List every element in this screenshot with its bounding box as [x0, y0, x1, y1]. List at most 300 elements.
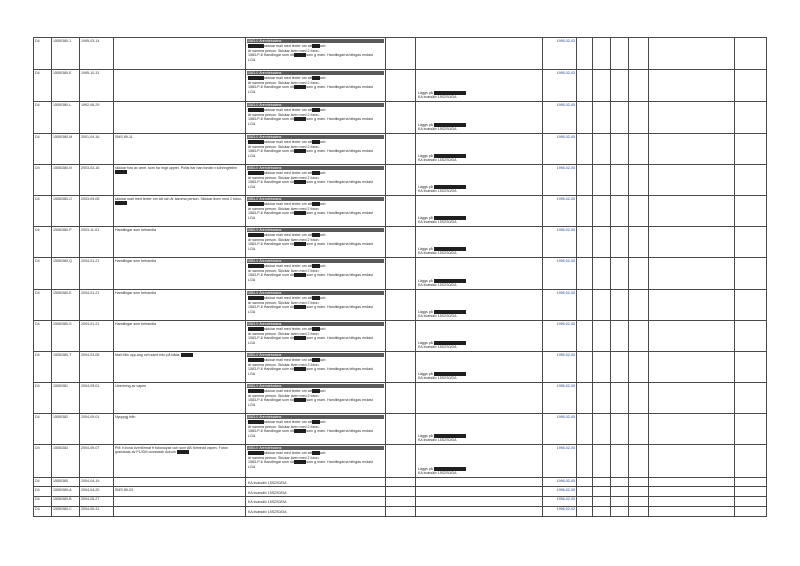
cell-notes: [246, 506, 386, 516]
cell-empty: [611, 506, 629, 516]
notes-text: skickar mail med texter om att: [264, 389, 312, 394]
cell-empty: [649, 383, 735, 414]
notes-text: 1583-P-6 Handlingar som rör: [248, 429, 295, 434]
cell-notes: [246, 496, 386, 506]
cell-text: D4: [35, 258, 40, 263]
notes-header-text: 1583-0 Ärendebalans: [247, 290, 282, 295]
cell-reference: [416, 102, 543, 134]
notes-header: [247, 39, 384, 44]
cell-text: D4: [35, 507, 40, 512]
cell-description: [114, 102, 246, 134]
notes-text: är samma person. Skickar även med 2 foton.: [248, 175, 320, 180]
notes-text: skickar mail med texter om att: [264, 108, 312, 113]
cell-c1: [34, 383, 52, 414]
notes-line: [247, 90, 384, 95]
notes-text: och: [319, 420, 326, 425]
reference-line: [417, 376, 541, 381]
redaction-bar: [434, 185, 466, 189]
table-row: [34, 102, 767, 134]
cell-c1: [34, 134, 52, 165]
redaction-bar: [177, 450, 189, 454]
cell-description: [114, 258, 246, 290]
cell-empty: [735, 70, 767, 102]
redaction-bar: [434, 434, 466, 438]
cell-c3: [80, 227, 114, 258]
notes-text: KA kvarsälv 15S2S0/DA: [248, 510, 287, 515]
redaction-bar: [294, 180, 306, 184]
cell-empty: [386, 196, 416, 227]
cell-empty: [611, 487, 629, 497]
notes-header-text: 1583-0 Ärendebalans: [247, 321, 282, 326]
notes-header: [247, 103, 384, 108]
cell-empty: [649, 478, 735, 487]
cell-empty: [735, 102, 767, 134]
cell-empty: [649, 258, 735, 290]
date-text: 1995-02-05: [556, 227, 575, 232]
notes-text: skickar mail med texter om att: [264, 233, 312, 238]
cell-text: 1555/380-A: [53, 487, 72, 492]
cell-notes: [246, 196, 386, 227]
redaction-bar: [312, 171, 320, 175]
cell-description: [114, 445, 246, 478]
notes-header: [247, 228, 384, 233]
cell-date: [543, 70, 577, 102]
description-text: Handlingar som behandla: [115, 321, 156, 326]
cell-c3: [80, 70, 114, 102]
cell-date: [543, 496, 577, 506]
cell-empty: [629, 478, 649, 487]
cell-empty: [577, 496, 593, 506]
cell-empty: [629, 196, 649, 227]
cell-c3: [80, 134, 114, 165]
redaction-bar: [312, 389, 320, 393]
notes-text: och: [319, 296, 326, 301]
cell-description: [114, 496, 246, 506]
cell-reference: [416, 321, 543, 352]
cell-description: [114, 383, 246, 414]
cell-empty: [649, 165, 735, 196]
cell-c1: [34, 290, 52, 321]
redaction-bar: [248, 44, 264, 48]
cell-empty: [577, 196, 593, 227]
cell-description: [114, 487, 246, 497]
cell-text: D4: [35, 70, 40, 75]
notes-text: och: [319, 44, 326, 49]
redaction-bar: [312, 44, 320, 48]
cell-empty: [629, 383, 649, 414]
cell-empty: [629, 227, 649, 258]
cell-empty: [649, 134, 735, 165]
cell-empty: [386, 70, 416, 102]
redaction-bar: [434, 247, 466, 251]
cell-empty: [593, 70, 611, 102]
notes-header: [247, 446, 384, 451]
cell-empty: [629, 496, 649, 506]
cell-c2: [52, 506, 80, 516]
notes-text: är samma person. Skickar även med 2 foton.: [248, 393, 320, 398]
cell-empty: [577, 227, 593, 258]
cell-empty: [577, 290, 593, 321]
notes-text: 1583-P-6 Handlingar som rör: [248, 117, 295, 122]
notes-line: [247, 149, 384, 154]
reference-line: [417, 471, 541, 476]
date-text: 1995-02-05: [556, 134, 575, 139]
cell-empty: [611, 38, 629, 70]
cell-empty: [629, 70, 649, 102]
cell-empty: [386, 321, 416, 352]
notes-text: som g mam. Handlingarna bifogas endast: [306, 460, 373, 465]
cell-c2: [52, 321, 80, 352]
redaction-bar: [115, 170, 127, 174]
date-text: 1995-02-05: [556, 165, 575, 170]
redaction-bar: [115, 201, 127, 205]
cell-text: 1555/380-E: [53, 290, 72, 295]
notes-line: [247, 367, 384, 372]
redaction-bar: [248, 233, 264, 237]
cell-date: [543, 38, 577, 70]
cell-notes: [246, 258, 386, 290]
table-row: [34, 321, 767, 352]
reference-text: Läggs på: [418, 215, 433, 220]
cell-c1: [34, 478, 52, 487]
redaction-bar: [312, 264, 320, 268]
notes-text: och: [319, 202, 326, 207]
notes-line: [247, 481, 384, 486]
cell-notes: [246, 352, 386, 383]
cell-empty: [611, 496, 629, 506]
cell-c2: [52, 165, 80, 196]
cell-empty: [629, 414, 649, 445]
cell-c3: [80, 383, 114, 414]
reference-line: [417, 345, 541, 350]
cell-description: [114, 227, 246, 258]
cell-reference: [416, 38, 543, 70]
redaction-bar: [434, 91, 466, 95]
cell-notes: [246, 414, 386, 445]
reference-line: [417, 283, 541, 288]
cell-notes: [246, 134, 386, 165]
notes-header: [247, 259, 384, 264]
reference-text: Läggs på: [418, 371, 433, 376]
cell-c3: [80, 487, 114, 497]
cell-empty: [386, 506, 416, 516]
cell-empty: [593, 496, 611, 506]
table-row: [34, 383, 767, 414]
notes-text: skickar mail med texter om att: [264, 171, 312, 176]
notes-line: [247, 465, 384, 470]
cell-text: 2004-03-05: [81, 352, 100, 357]
cell-empty: [629, 290, 649, 321]
cell-text: 1555/380-O: [53, 196, 72, 201]
cell-text: D4: [35, 165, 40, 170]
cell-empty: [611, 414, 629, 445]
cell-empty: [577, 258, 593, 290]
date-text: 1995-02-05: [556, 196, 575, 201]
notes-header-text: 1583-0 Ärendebalans: [247, 38, 282, 43]
notes-header-text: 1583-0 Ärendebalans: [247, 445, 282, 450]
table-row: [34, 70, 767, 102]
notes-header: [247, 197, 384, 202]
cell-reference: [416, 496, 543, 506]
reference-line: [417, 127, 541, 132]
notes-header: [247, 135, 384, 140]
notes-text: som g mam. Handlingarna bifogas endast: [306, 429, 373, 434]
cell-empty: [735, 383, 767, 414]
cell-c2: [52, 70, 80, 102]
description-text: Mail från upp.ang och samt foto på båda.: [115, 352, 181, 357]
cell-text: 1555/381: [53, 383, 68, 388]
redaction-bar: [312, 202, 320, 206]
redaction-bar: [294, 429, 306, 433]
date-text: 1995-02-03: [556, 70, 575, 75]
notes-text: och: [319, 327, 326, 332]
cell-empty: [577, 321, 593, 352]
cell-c1: [34, 196, 52, 227]
cell-c2: [52, 414, 80, 445]
notes-text: skickar mail med texter om att: [264, 202, 312, 207]
cell-empty: [735, 321, 767, 352]
cell-c3: [80, 506, 114, 516]
notes-text: skickar mail med texter om att: [264, 420, 312, 425]
cell-empty: [577, 383, 593, 414]
cell-c2: [52, 196, 80, 227]
cell-date: [543, 290, 577, 321]
notes-line: [247, 305, 384, 310]
cell-empty: [735, 487, 767, 497]
cell-notes: [246, 445, 386, 478]
cell-text: 2003-09-05: [81, 196, 100, 201]
notes-line: [247, 510, 384, 515]
description-text: Handlingar som behandla: [115, 258, 156, 263]
notes-text: LGA: [248, 246, 256, 251]
cell-c2: [52, 102, 80, 134]
cell-empty: [735, 496, 767, 506]
notes-text: skickar mail med texter om att: [264, 140, 312, 145]
cell-empty: [593, 165, 611, 196]
cell-notes: [246, 165, 386, 196]
cell-c3: [80, 496, 114, 506]
date-text: 1995-02-05: [556, 290, 575, 295]
notes-line: [247, 247, 384, 252]
date-text: 1995-02-05: [556, 383, 575, 388]
reference-text: KA kvarsälv 15S2S0/DA: [418, 189, 457, 194]
cell-c2: [52, 352, 80, 383]
cell-text: 1555/380-S: [53, 321, 72, 326]
cell-c2: [52, 383, 80, 414]
notes-text: LGA: [248, 153, 256, 158]
cell-date: [543, 258, 577, 290]
cell-empty: [611, 165, 629, 196]
cell-notes: [246, 478, 386, 487]
description-text: Utredning av vapen: [115, 383, 147, 388]
notes-line: [247, 403, 384, 408]
reference-line: [417, 220, 541, 225]
cell-empty: [735, 258, 767, 290]
cell-text: 1555/380: [53, 478, 68, 483]
cell-empty: [593, 478, 611, 487]
cell-text: 1555/383: [53, 445, 68, 450]
notes-text: LGA: [248, 89, 256, 94]
reference-text: KA kvarsälv 15S2S0/DA: [418, 283, 457, 288]
notes-text: som g mam. Handlingarna bifogas endast: [306, 398, 373, 403]
cell-empty: [386, 290, 416, 321]
cell-empty: [386, 134, 416, 165]
notes-header-text: 1583-0 Ärendebalans: [247, 258, 282, 263]
date-text: 1995-02-05: [556, 445, 575, 450]
cell-date: [543, 165, 577, 196]
notes-line: [247, 341, 384, 346]
cell-empty: [629, 258, 649, 290]
cell-text: 2004-09-07: [81, 445, 100, 450]
cell-empty: [649, 38, 735, 70]
cell-text: 2004-05-31: [81, 507, 100, 512]
cell-text: 1995-03-14: [81, 38, 100, 43]
cell-empty: [629, 445, 649, 478]
notes-line: [247, 185, 384, 190]
cell-c3: [80, 445, 114, 478]
table-row: [34, 196, 767, 227]
cell-c3: [80, 258, 114, 290]
register-body: [34, 38, 767, 517]
register-table: [33, 37, 767, 517]
notes-header-text: 1583-0 Ärendebalans: [247, 165, 282, 170]
redaction-bar: [248, 420, 264, 424]
date-text: 1995-02-03: [556, 38, 575, 43]
redaction-bar: [248, 296, 264, 300]
cell-c2: [52, 290, 80, 321]
table-row: [34, 414, 767, 445]
cell-text: 2004-04-19: [81, 478, 100, 483]
cell-empty: [386, 227, 416, 258]
cell-text: 1555/380-B: [53, 497, 72, 502]
cell-empty: [611, 102, 629, 134]
redaction-bar: [248, 140, 264, 144]
notes-text: är samma person. Skickar även med 2 foton.: [248, 331, 320, 336]
cell-date: [543, 478, 577, 487]
reference-text: KA kvarsälv 15S2S0/DA: [418, 251, 457, 256]
redaction-bar: [248, 108, 264, 112]
cell-empty: [386, 478, 416, 487]
redaction-bar: [294, 117, 306, 121]
cell-empty: [593, 383, 611, 414]
cell-description: [114, 352, 246, 383]
notes-text: och: [319, 171, 326, 176]
reference-text: KA kvarsälv 15S2S0/DA: [418, 127, 457, 132]
cell-c3: [80, 196, 114, 227]
notes-text: 1583-P-6 Handlingar som rör: [248, 336, 295, 341]
cell-text: 2003-03-16: [81, 165, 100, 170]
notes-text: LGA: [248, 433, 256, 438]
description-text: skickar foto av anm. som ha ringt upprei. Polisi har han fordat n söhringfellen: [115, 165, 238, 170]
notes-text: 1583-P-6 Handlingar som rör: [248, 180, 295, 185]
redaction-bar: [312, 108, 320, 112]
reference-text: Läggs på: [418, 153, 433, 158]
cell-empty: [649, 290, 735, 321]
cell-empty: [577, 102, 593, 134]
cell-text: 2004-05-27: [81, 497, 100, 502]
cell-c1: [34, 506, 52, 516]
cell-reference: [416, 70, 543, 102]
cell-empty: [735, 134, 767, 165]
cell-text: D4: [35, 227, 40, 232]
notes-text: som g mam. Handlingarna bifogas endast: [306, 305, 373, 310]
date-text: 1996-02-02: [556, 507, 575, 512]
cell-empty: [649, 414, 735, 445]
cell-c3: [80, 38, 114, 70]
notes-text: skickar mail med texter om att: [264, 44, 312, 49]
notes-line: [247, 216, 384, 221]
cell-empty: [611, 196, 629, 227]
notes-line: [247, 85, 384, 90]
cell-empty: [649, 496, 735, 506]
cell-empty: [577, 134, 593, 165]
redaction-bar: [294, 242, 306, 246]
date-text: 1995-02-05: [556, 414, 575, 419]
notes-text: och: [319, 76, 326, 81]
cell-text: D4: [35, 196, 40, 201]
cell-text: D4: [35, 290, 40, 295]
cell-notes: [246, 487, 386, 497]
cell-reference: [416, 227, 543, 258]
cell-notes: [246, 70, 386, 102]
notes-text: LGA: [248, 371, 256, 376]
notes-text: som g mam. Handlingarna bifogas endast: [306, 180, 373, 185]
notes-text: LGA: [248, 464, 256, 469]
redaction-bar: [312, 327, 320, 331]
notes-text: som g mam. Handlingarna bifogas endast: [306, 149, 373, 154]
cell-empty: [611, 478, 629, 487]
cell-empty: [611, 134, 629, 165]
cell-empty: [386, 383, 416, 414]
notes-text: KA kvarsälv 15S2S0/DA: [248, 490, 287, 495]
cell-c2: [52, 38, 80, 70]
reference-text: Läggs på: [418, 90, 433, 95]
notes-line: [247, 154, 384, 159]
cell-empty: [735, 414, 767, 445]
cell-description: [114, 478, 246, 487]
date-text: 1996-02-05: [556, 487, 575, 492]
cell-empty: [577, 487, 593, 497]
cell-c1: [34, 496, 52, 506]
cell-empty: [735, 506, 767, 516]
cell-empty: [611, 70, 629, 102]
cell-empty: [386, 352, 416, 383]
redaction-bar: [312, 233, 320, 237]
cell-text: 1555/380-P: [53, 227, 72, 232]
redaction-bar: [312, 420, 320, 424]
cell-reference: [416, 352, 543, 383]
cell-description: [114, 196, 246, 227]
notes-header-text: 1583-0 Ärendebalans: [247, 352, 282, 357]
cell-empty: [386, 165, 416, 196]
cell-c1: [34, 414, 52, 445]
cell-date: [543, 414, 577, 445]
cell-text: 1555/380-M: [53, 134, 73, 139]
redaction-bar: [294, 367, 306, 371]
cell-reference: [416, 134, 543, 165]
redaction-bar: [434, 467, 466, 471]
notes-text: och: [319, 358, 326, 363]
cell-notes: [246, 383, 386, 414]
redaction-bar: [434, 123, 466, 127]
cell-reference: [416, 290, 543, 321]
notes-text: som g mam. Handlingarna bifogas endast: [306, 242, 373, 247]
notes-text: LGA: [248, 57, 256, 62]
cell-empty: [735, 478, 767, 487]
notes-text: KA kvarsälv 15S2S0/DA: [248, 480, 287, 485]
cell-text: 1555/380-E: [53, 70, 72, 75]
cell-empty: [593, 258, 611, 290]
